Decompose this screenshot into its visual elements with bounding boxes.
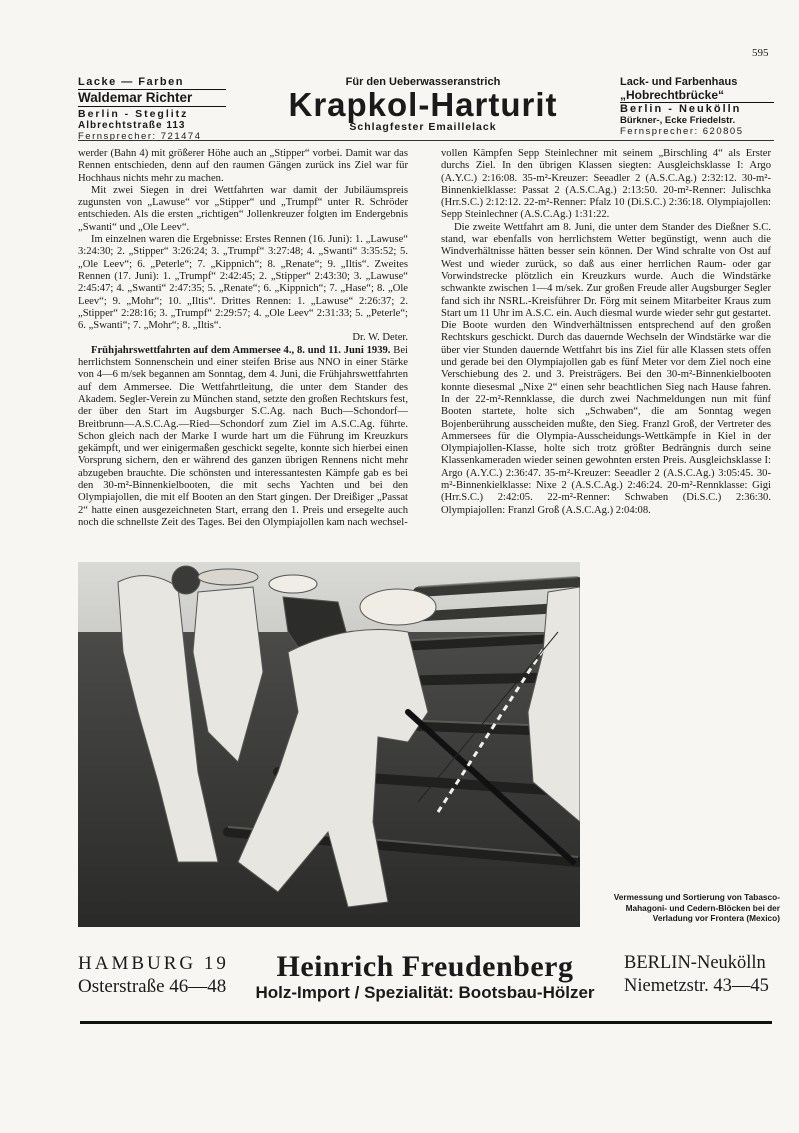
photo-image — [78, 562, 580, 927]
paragraph-ammersee — [78, 345, 408, 529]
paragraph-body: Bei herrlichstem Sonnenschein und einer steifen Brise aus NNO in einer Stärke von 4—6 m/sek begannen am Sonntag, dem 4. Juni, die Frühjahrswettfahrten auf dem Ammersee. Die Wettfahrtleitung, die unter dem Stander des Akadem. Segler-Verein zu München stand, setzte den großen Rechtskurs fest, der über den Start im Augsburger S.C.Ag. nach Buch—Schondorf—Breitbrunn—A.S.C.Ag.—Ried—Schondorf zum Ziel im A.S.C.Ag. führte. Schon gleich nach der Marke I wurde hart um die Führung im Kreuzkurs gekämpft, und wer einigermaßen geschickt segelte, konnte sich hierbei einen Vorsprung sichern, den er während des ganzen übrigen Rennens nicht mehr abzugeben brauchte. Die schönsten und interessantesten Kämpfe gab es bei den 30-m²-Binnenkielbooten, die mit sechs Yachten und bei den Olympiajollen, die mit elf Booten an den Start gingen. Der Dreißiger „Passat 2“ hatte einen ausgezeichneten Start, errang den 1. Preis und ersegelte auch noch die schnellste Zeit des Tages. Bei den Olympiajollen kam nach wechsel- — [78, 344, 408, 528]
paragraph: vollen Kämpfen Sepp Steinlechner mit seinem „Birschling 4“ als Erster durchs Ziel. In den übrigen Klassen siegten: Ausgleichsklasse I: Argo (A.Y.C.) 2:16:08. 35-m²-Kreuzer: Seeadler 2 (A.S.C.Ag.) 2:32:12. 30-m²-Binnenkielklasse: Passat 2 (A.S.C.Ag.) 2:13:50. 20-m²-Renner: Julischka (Hrr.S.C.) 2:12:12. 22-m²-Renner: Pfalz 10 (Di.S.C.) 2:36:18. Olympiajollen: Sepp Steinlechner (A.S.C.Ag.) 1:31:22. — [441, 148, 771, 221]
ad-hamburg-city: HAMBURG 19 — [78, 953, 229, 974]
article-column-right — [441, 148, 771, 517]
photo-timber-measuring — [78, 562, 580, 927]
ad-hobrecht-line1: Lack- und Farbenhaus — [620, 76, 738, 88]
ad-richter-name: Waldemar Richter — [78, 89, 226, 107]
ad-richter-phone: Fernsprecher: 721474 — [78, 131, 202, 142]
ad-tagline: Holz-Import / Spezialität: Bootsbau-Hölzer — [255, 983, 595, 1002]
ad-hobrecht-phone: Fernsprecher: 620805 — [620, 126, 744, 137]
page-number: 595 — [752, 47, 769, 59]
ad-richter-city: Berlin - Steglitz — [78, 108, 189, 120]
ad-krapkol — [230, 76, 616, 133]
paragraph: Mit zwei Siegen in drei Wettfahrten war damit der Jubiläumspreis zugunsten von „Lawuse“ vor „Stipper“ und „Trumpf“ unter R. Schröder entschieden. Als die ersten „richtigen“ Jollenkreuzer folgten im Endergebnis „Swanti“ und „Ole Leev“. — [78, 184, 408, 233]
paragraph: werder (Bahn 4) mit größerer Höhe auch an „Stipper“ vorbei. Damit war das Rennen entschieden, denn auf den raumen Gängen zurück ins Ziel war für Hochhaus nichts mehr zu machen. — [78, 148, 408, 184]
header-divider — [78, 140, 774, 141]
article-column-left — [78, 148, 408, 529]
section-heading: Frühjahrswettfahrten auf dem Ammersee 4., 8. und 11. Juni 1939. — [91, 344, 391, 356]
ad-freudenberg-hamburg — [78, 952, 238, 998]
ad-freudenberg-center — [240, 952, 610, 1003]
ad-richter — [78, 76, 226, 142]
ad-krapkol-line1: Für den Ueberwasseranstrich — [345, 76, 501, 88]
ad-krapkol-brand: Krapkol-Harturit — [288, 86, 558, 123]
ad-freudenberg-berlin — [624, 952, 774, 998]
footer-rule — [80, 1021, 772, 1024]
paragraph: Im einzelnen waren die Ergebnisse: Erstes Rennen (16. Juni): 1. „Lawuse“ 3:24:30; 2. „Stipper“ 3:26:24; 3. „Trumpf“ 3:27:48; 4. „Swanti“ 3:35:52; 5. „Ole Leev“; 6. „Peterle“; 7. „Kippnich“; 8. „Renate“; 9. „Iltis“. Zweites Rennen (17. Juni): 1. „Trumpf“ 2:42:45; 2. „Stipper“ 2:43:30; 3. „Lawuse“ 2:45:47; 4. „Swanti“ 2:47:35; 5. „Renate“; 6. „Kippnich“; 7. „Hase“; 8. „Ole Leev“; 9. „Mohr“; 10. „Iltis“. Drittes Rennen: 1. „Lawuse“ 2:26:37; 2. „Stipper“ 2:28:16; 3. „Trumpf“ 2:29:57; 4. „Ole Leev“ 2:31:33; 5. „Peterle“; 6. „Swanti“; 7. „Mohr“; 8. „Iltis“. — [78, 234, 408, 332]
ad-berlin-city: BERLIN-Neukölln — [624, 953, 766, 973]
ad-hobrecht-street: Bürkner-, Ecke Friedelstr. — [620, 115, 736, 126]
ad-hobrecht-city: Berlin - Neukölln — [620, 103, 742, 115]
ad-richter-line1: Lacke — Farben — [78, 76, 184, 88]
paragraph: Die zweite Wettfahrt am 8. Juni, die unter dem Stander des Dießner S.C. stand, war ebenfalls von herrlichstem Wetter begünstigt, wenn auch die Windverhältnisse hätten besser sein können. Der Wind schralte von Ost auf West und wieder zurück, so daß aus einer herrlichen Raum- oder gar Vorwindstrecke plötzlich ein Kreuzkurs wurde. Auch die Windstärke schwankte zwischen 1—4 m/sek. Zur großen Freude aller Augsburger Segler fand sich ihr NSRL.-Kreisführer Dr. Förg mit seinem Mitarbeiter Kraus zum Start um 11 Uhr im A.S.C. ein. Auch diesmal wurde wieder sehr gut gestartet. Die Boote wurden den Windverhältnissen entsprechend auf den großen Rechtskurs geschickt. Durch das dauernde Wechseln der Windstärke war die über vier Stunden dauernde Wettfahrt bis ins Ziel für alle Klassen stets offen und gerade bei den Olympiajollen gab es fünf Meter vor dem Ziel noch eine Verschiebung des 2. und 3. Preisträgers. Bei den 30-m²-Binnenkielbooten konnte diesesmal „Nixe 2“ einen sehr beachtlichen Sieg nach Hause fahren. In der 22-m²-Rennklasse, die durch zwei Nachmeldungen nun mit fünf Booten startete, holte sich „Schwaben“, die am Sonntag wegen Bojenberührung ausscheiden mußte, den Sieg. Franzl Groß, der Vertreter des Ammersees für die Olympia-Ausscheidungs-Wettkämpfe in Kiel in der Olympiajollen-Klasse, holte sich trotz größter Bedrängnis durch seine Klassenkameraden wieder seinen gewohnten ersten Preis. Ausgleichsklasse I: Argo (A.Y.C.) 2:36:47. 35-m²-Kreuzer: Seeadler 2 (A.S.C.Ag.) 3:05:45. 30-m²-Binnenkielklasse: Nixe 2 (A.S.C.Ag.) 2:46:24. 20-m²-Rennklasse: Gigi (Hrr.S.C.) 2:42:05. 22-m²-Renner: Schwaben (Di.S.C.) 2:36:30. Olympiajollen: Franzl Groß (A.S.C.Ag.) 2:04:08. — [441, 221, 771, 516]
ad-hamburg-street: Osterstraße 46—48 — [78, 976, 227, 997]
ad-krapkol-line3: Schlagfester Emaillelack — [349, 121, 497, 133]
footer-advertisement — [78, 952, 774, 1008]
author-signature: Dr. W. Deter. — [352, 332, 408, 344]
header-advertisement — [78, 76, 774, 142]
ad-berlin-street: Niemetzstr. 43—45 — [624, 976, 769, 996]
ad-richter-street: Albrechtstraße 113 — [78, 120, 186, 131]
photo-caption: Vermessung und Sortierung von Tabasco-Mahagoni- und Cedern-Blöcken bei der Verladung vor Frontera (Mexico) — [613, 892, 780, 923]
ad-hobrecht-name: „Hobrechtbrücke“ — [620, 88, 774, 103]
ad-hobrechtbruecke — [620, 76, 774, 137]
ad-company-name: Heinrich Freudenberg — [276, 950, 574, 983]
